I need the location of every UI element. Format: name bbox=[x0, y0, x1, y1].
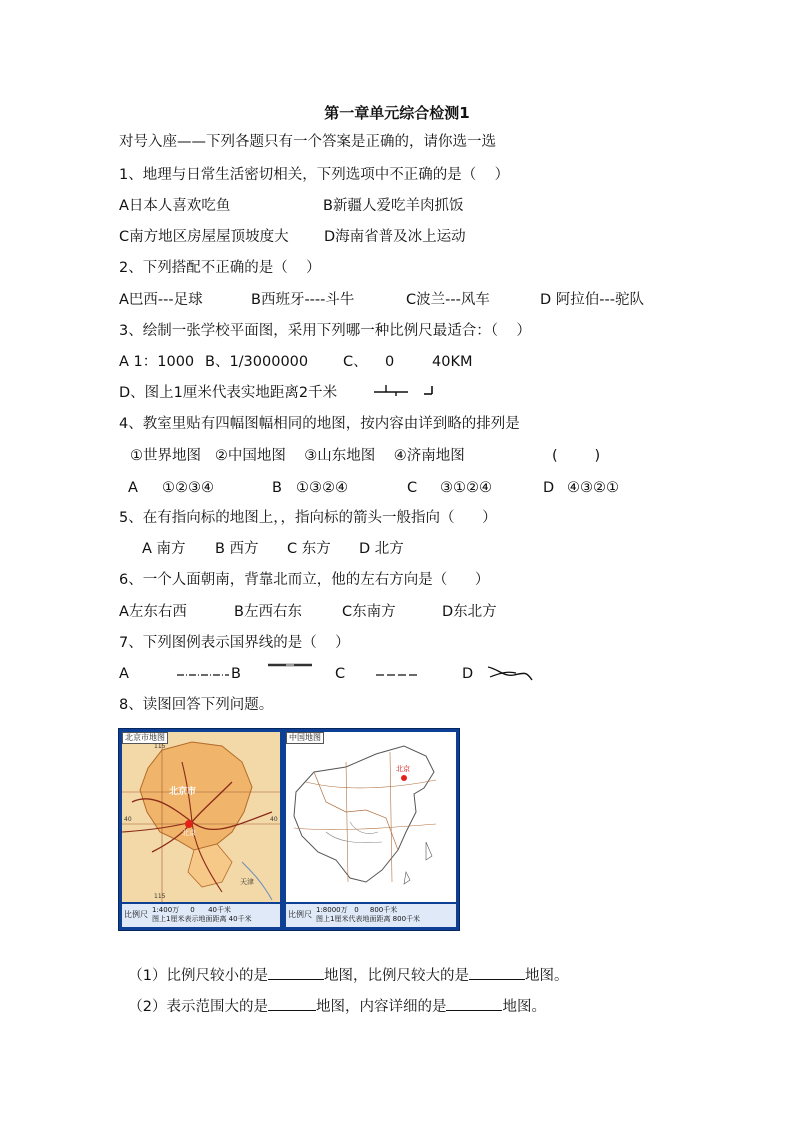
latitude-label-left: 40 bbox=[124, 816, 132, 823]
question-2-stem: 2、下列搭配不正确的是（ ） bbox=[119, 260, 321, 276]
wavy-river-symbol-icon bbox=[486, 663, 534, 685]
section-intro: 对号入座——下列各题只有一个答案是正确的，请你选一选 bbox=[119, 134, 496, 150]
question-8-stem: 8、读图回答下列问题。 bbox=[119, 697, 274, 713]
question-3-option-a[interactable]: A 1：1000 bbox=[119, 354, 195, 370]
question-5-option-b[interactable]: B 西方 bbox=[215, 541, 259, 557]
sub-1-suffix: 地图。 bbox=[524, 968, 569, 984]
question-3-stem: 3、绘制一张学校平面图，采用下列哪一种比例尺最适合：（ ） bbox=[119, 323, 531, 339]
sub-2-blank-1[interactable] bbox=[268, 996, 316, 1011]
sub-2-middle: 地图，内容详细的是 bbox=[315, 999, 447, 1015]
longitude-label-bottom: 115 bbox=[154, 893, 166, 900]
tianjin-label: 天津 bbox=[240, 878, 254, 886]
question-4-option-c[interactable]: ③①②④ bbox=[440, 480, 492, 496]
question-2-option-d[interactable]: D 阿拉伯---驼队 bbox=[540, 292, 644, 308]
beijing-scale-label: 比例尺 bbox=[124, 910, 148, 919]
question-2-option-b[interactable]: B西班牙----斗牛 bbox=[251, 292, 355, 308]
beijing-map bbox=[122, 732, 280, 902]
question-4-option-b-label[interactable]: B bbox=[272, 480, 282, 496]
question-7-option-b-label[interactable]: B bbox=[231, 666, 241, 682]
china-map-title: 中国地图 bbox=[286, 732, 324, 744]
question-6-option-b[interactable]: B左西右东 bbox=[234, 604, 302, 620]
question-2-option-a[interactable]: A巴西---足球 bbox=[119, 292, 203, 308]
china-scale-text-1: 1:8000万 0 800千米 bbox=[316, 906, 398, 914]
china-scale-text-2: 图上1厘米代表地面距离 800千米 bbox=[316, 915, 421, 923]
beijing-map-drawing bbox=[122, 732, 280, 902]
question-5-option-d[interactable]: D 北方 bbox=[359, 541, 404, 557]
question-6-stem: 6、一个人面朝南，背靠北而立，他的左右方向是（ ） bbox=[119, 572, 490, 588]
question-4-option-b[interactable]: ①③②④ bbox=[296, 480, 348, 496]
question-4-option-a-label[interactable]: A bbox=[128, 480, 138, 496]
beijing-scale-legend bbox=[122, 904, 280, 927]
question-5-option-a[interactable]: A 南方 bbox=[142, 541, 186, 557]
question-4-option-d-label[interactable]: D bbox=[543, 480, 555, 496]
question-4-items: ①世界地图 ②中国地图 ③山东地图 ④济南地图 bbox=[130, 448, 465, 464]
beijing-scale-text-1: 1:400万 0 40千米 bbox=[152, 906, 232, 914]
question-7-option-c-label[interactable]: C bbox=[335, 666, 346, 682]
question-6-option-d[interactable]: D东北方 bbox=[442, 604, 497, 620]
question-4-answer-paren: ( ) bbox=[552, 448, 601, 464]
beijing-scale-text-2: 图上1厘米表示地面距离 40千米 bbox=[152, 915, 252, 923]
china-scale-label: 比例尺 bbox=[288, 910, 312, 919]
question-3-option-c[interactable]: C、 bbox=[343, 354, 368, 370]
beijing-map-title: 北京市地图 bbox=[122, 732, 168, 744]
question-4-option-c-label[interactable]: C bbox=[407, 480, 418, 496]
question-1-stem: 1、地理与日常生活密切相关，下列选项中不正确的是（ ） bbox=[119, 167, 510, 183]
china-map-drawing bbox=[286, 732, 456, 902]
question-4-stem: 4、教室里贴有四幅图幅相同的地图，按内容由详到略的排列是 bbox=[119, 416, 520, 432]
question-4-option-d[interactable]: ④③②① bbox=[567, 480, 619, 496]
sub-2-blank-2[interactable] bbox=[446, 996, 502, 1011]
question-3-option-b[interactable]: B、1/3000000 bbox=[205, 354, 309, 370]
sub-2-suffix: 地图。 bbox=[502, 999, 546, 1015]
question-6-option-a[interactable]: A左东右西 bbox=[119, 604, 187, 620]
question-1-option-c[interactable]: C南方地区房屋屋顶坡度大 bbox=[119, 229, 289, 245]
thick-line-symbol-icon bbox=[266, 660, 316, 672]
beijing-city-label: 北京市 bbox=[169, 787, 197, 797]
sub-2-prefix: （2）表示范围大的是 bbox=[128, 999, 268, 1015]
beijing-center-label: 北京 bbox=[182, 829, 196, 837]
question-5-option-c[interactable]: C 东方 bbox=[287, 541, 331, 557]
question-3-option-d[interactable]: D、图上1厘米代表实地距离2千米 bbox=[119, 385, 338, 401]
longitude-label-top: 115 bbox=[154, 743, 166, 750]
latitude-label-right: 40 bbox=[270, 816, 278, 823]
question-7-option-a-label[interactable]: A bbox=[119, 666, 129, 682]
dashed-line-symbol-icon bbox=[374, 668, 420, 682]
question-5-stem: 5、在有指向标的地图上，，指向标的箭头一般指向（ ） bbox=[119, 510, 497, 526]
question-1-option-d[interactable]: D海南省普及冰上运动 bbox=[324, 229, 466, 245]
dash-dot-boundary-symbol-icon bbox=[175, 668, 231, 682]
question-2-option-c[interactable]: C波兰---风车 bbox=[406, 292, 490, 308]
question-3-option-c-scale-km: 40KM bbox=[432, 354, 473, 370]
china-map bbox=[286, 732, 456, 902]
question-3-option-c-scale-zero: 0 bbox=[385, 354, 395, 370]
china-scale-legend bbox=[286, 904, 456, 927]
question-1-option-b[interactable]: B新疆人爱吃羊肉抓饭 bbox=[323, 198, 464, 214]
question-8-sub-2 bbox=[119, 976, 546, 1017]
map-figure bbox=[118, 728, 460, 931]
question-1-option-a[interactable]: A日本人喜欢吃鱼 bbox=[119, 198, 231, 214]
question-7-option-d-label[interactable]: D bbox=[462, 666, 474, 682]
question-6-option-c[interactable]: C东南方 bbox=[342, 604, 396, 620]
question-4-option-a[interactable]: ①②③④ bbox=[162, 480, 214, 496]
sub-1-middle: 地图，比例尺较大的是 bbox=[323, 968, 469, 984]
sub-1-prefix: （1）比例尺较小的是 bbox=[128, 968, 268, 984]
linear-scale-bar-icon bbox=[372, 380, 438, 400]
question-7-stem: 7、下列图例表示国界线的是（ ） bbox=[119, 635, 350, 651]
page-title: 第一章单元综合检测1 bbox=[324, 104, 470, 122]
china-beijing-label: 北京 bbox=[396, 765, 410, 773]
